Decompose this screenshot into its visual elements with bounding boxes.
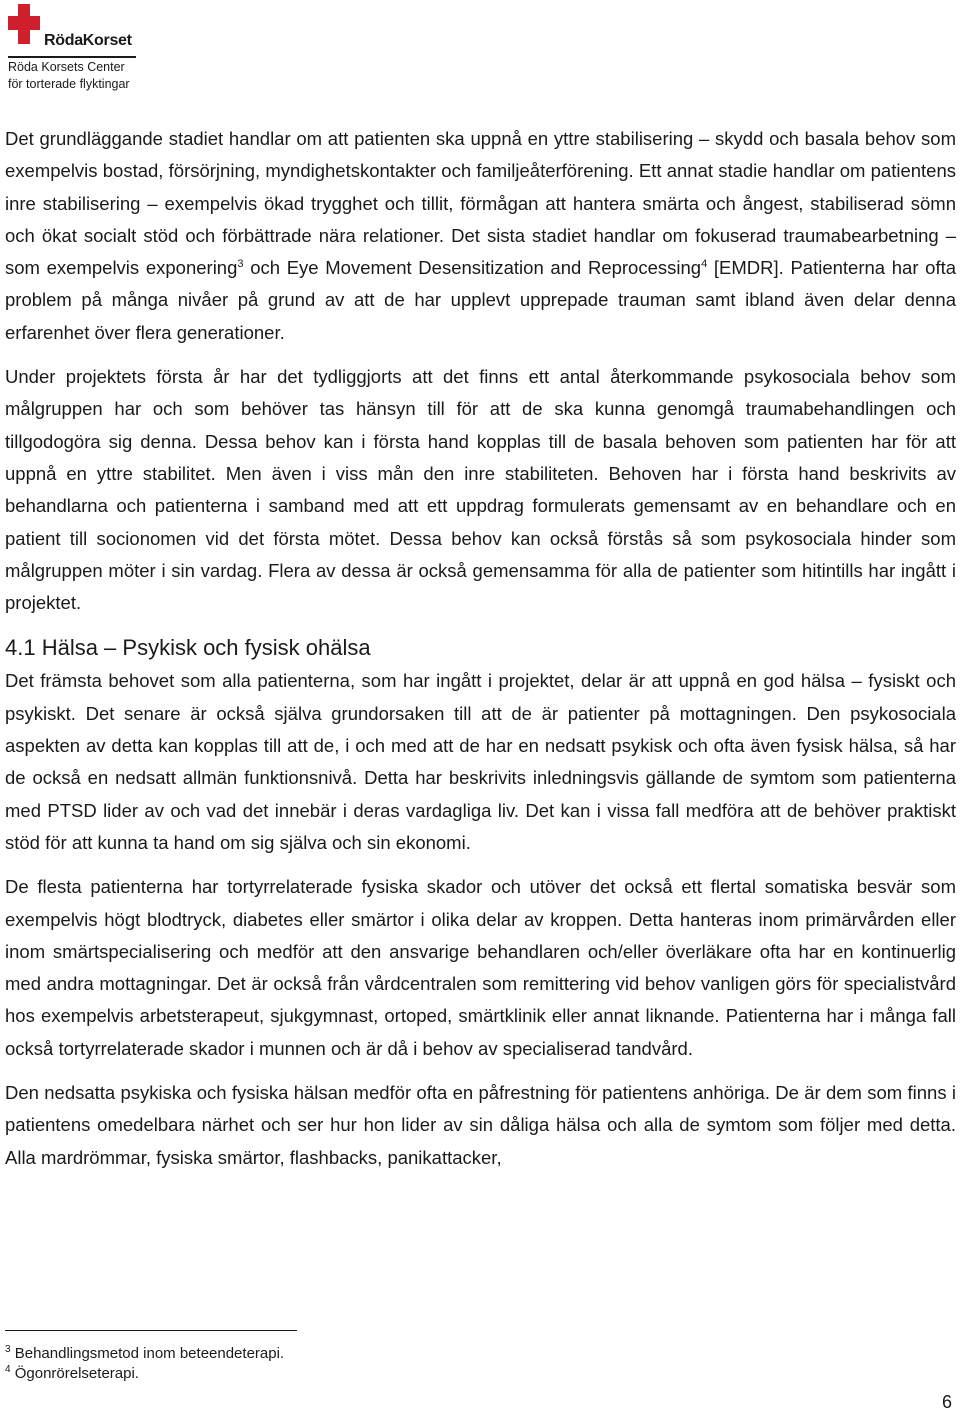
footnotes (5, 1344, 284, 1384)
footnote-text: Ögonrörelseterapi. (14, 1365, 139, 1382)
footnote-number: 3 (5, 1344, 11, 1355)
paragraph-relatives-strain: Den nedsatta psykiska och fysiska hälsan medför ofta en påfrestning för patientens anhöriga. De är dem som finns i patientens omedelbara närhet och ser hur hon lider av sin dåliga hälsa och alla de symtom som följer med detta. Alla mardrömmar, fysiska smärtor, flashbacks, panikattacker, (5, 1082, 956, 1168)
roda-korset-logo (8, 4, 168, 94)
body-text (5, 123, 956, 1174)
footnote-number: 4 (5, 1364, 11, 1375)
footnote-separator (5, 1330, 297, 1331)
footnote-3 (5, 1344, 284, 1364)
logo-divider (8, 56, 136, 58)
footnote-ref-4: 4 (701, 258, 708, 271)
page-number: 6 (941, 1392, 952, 1412)
paragraph-text: Det grundläggande stadiet handlar om att patienten ska uppnå en yttre stabilisering – skydd och basala behov som exempelvis bostad, försörjning, myndighetskontakter och familjeåterförening. Ett annat stadie handlar om patientens inre stabilisering – exempelvis ökad trygghet och tillit, förmågan att hantera smärta och ångest, stabiliserad sömn och ökat socialt stöd och förbättrade nära relationer. Det sista stadiet handlar om fokuserad traumabearbetning – som exempelvis exponering (5, 128, 956, 279)
paragraph-health-need: Det främsta behovet som alla patienterna, som har ingått i projektet, delar är att uppnå en god hälsa – fysiskt och psykiskt. Det senare är också själva grundorsaken till att de är patienter på mottagningen. Den psykosociala aspekten av detta kan kopplas till att de, i och med att de har en nedsatt psykisk och ofta även fysisk hälsa, så har de också en nedsatt allmän funktionsnivå. Detta har beskrivits inledningsvis gällande de symtom som patienterna med PTSD lider av och vad det innebär i deras vardagliga liv. Det kan i vissa fall medföra att de behöver praktiskt stöd för att kunna ta hand om sig själva och sin ekonomi. (5, 670, 956, 853)
paragraph-text: [EMDR]. Patienterna har ofta problem på många nivåer på grund av att de har upplevt upprepade trauman samt ibland även delar denna erfarenhet över flera generationer. (5, 257, 957, 343)
red-cross-icon (8, 4, 40, 44)
logo-subtitle-line-2: för torterade flyktingar (8, 77, 130, 91)
footnote-text: Behandlingsmetod inom beteendeterapi. (14, 1345, 285, 1362)
paragraph-text: och Eye Movement Desensitization and Reprocessing (250, 257, 702, 279)
footnote-ref-3: 3 (237, 258, 244, 271)
logo-subtitle-line-1: Röda Korsets Center (8, 60, 125, 74)
section-heading: 4.1 Hälsa – Psykisk och fysisk ohälsa (5, 635, 371, 661)
footnote-4 (5, 1364, 284, 1384)
paragraph-stabilization-stages (5, 123, 956, 349)
logo-brand-text: RödaKorset (44, 32, 132, 49)
paragraph-psychosocial-needs: Under projektets första år har det tydliggjorts att det finns ett antal återkommande psykosociala behov som målgruppen har och som behöver tas hänsyn till för att de ska kunna genomgå traumabehandlingen och tillgodogöra sig denna. Dessa behov kan i första hand kopplas till de basala behoven som patienten har för att uppnå en yttre stabilitet. Men även i viss mån den inre stabiliteten. Behoven har i första hand beskrivits av behandlarna och patienterna i samband med att ett uppdrag formulerats gemensamt av en behandlare och en patient till socionomen vid det första mötet. Dessa behov kan också förstås så som psykosociala hinder som målgruppen möter i sin vardag. Flera av dessa är också gemensamma för alla de patienter som hitintills har ingått i projektet. (5, 366, 956, 614)
paragraph-physical-injuries: De flesta patienterna har tortyrrelaterade fysiska skador och utöver det också ett flertal somatiska besvär som exempelvis högt blodtryck, diabetes eller smärtor i olika delar av kroppen. Detta hanteras inom primärvården eller inom smärtspecialisering och medför att den ansvarige behandlaren och/eller överläkare ofta har en kontinuerlig med andra mottagningar. Det är också från vårdcentralen som remittering vid behov vanligen görs för specialistvård hos exempelvis arbetsterapeut, sjukgymnast, ortoped, smärtklinik eller annat liknande. Patienterna har i många fall också tortyrrelaterade skador i munnen och är då i behov av specialiserad tandvård. (5, 876, 956, 1059)
